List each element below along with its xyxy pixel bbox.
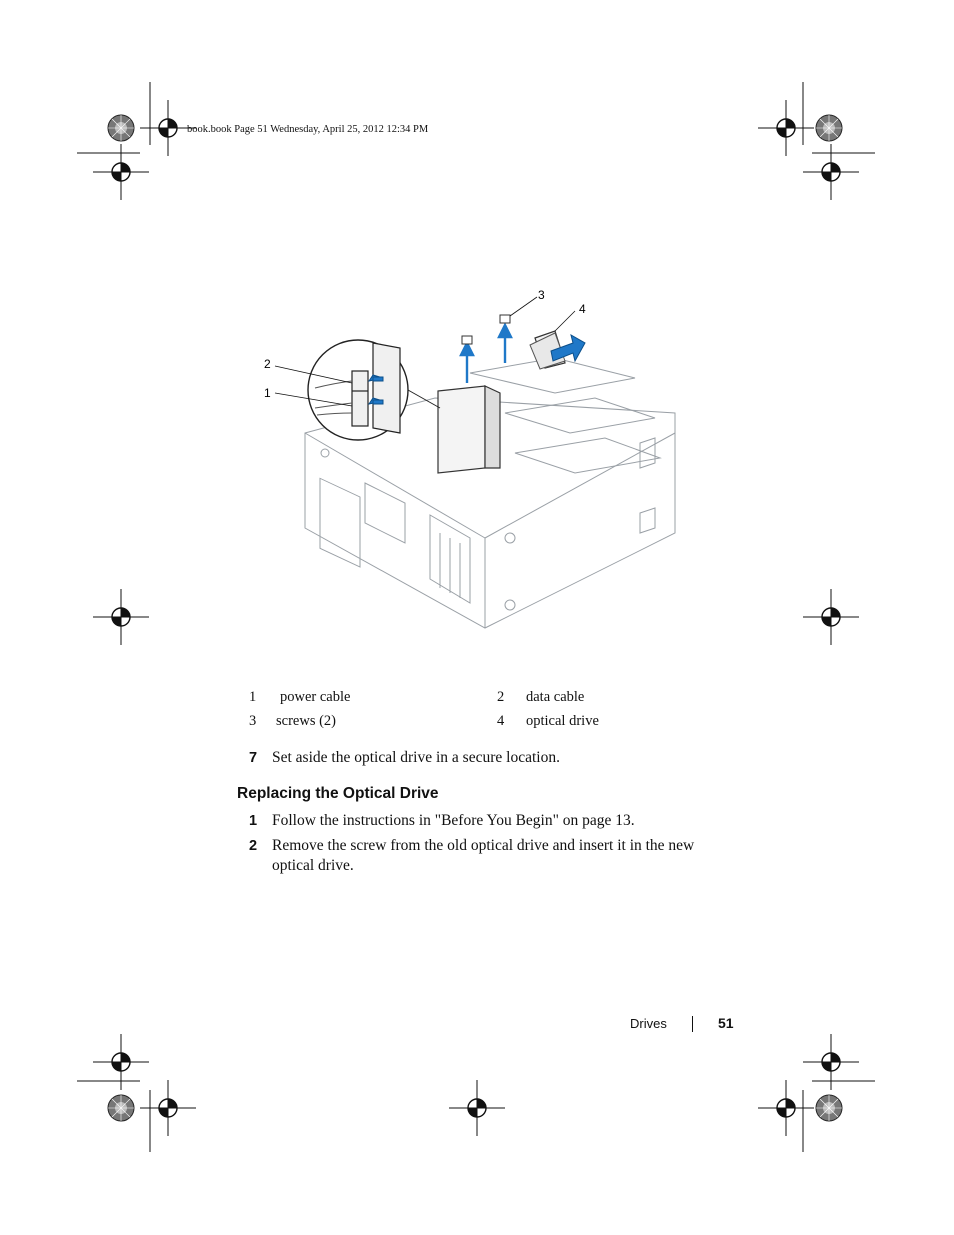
registration-mark-icon — [758, 1080, 814, 1136]
registration-mark-icon — [449, 1080, 505, 1136]
color-target-icon — [816, 115, 842, 141]
legend-number: 3 — [249, 713, 257, 729]
legend-number: 1 — [249, 689, 257, 705]
legend-label: optical drive — [526, 713, 599, 729]
registration-mark-icon — [140, 1080, 196, 1136]
callout-3: 3 — [538, 288, 545, 302]
file-info-slug: book.book Page 51 Wednesday, April 25, 2012 12:34 PM — [187, 124, 429, 135]
step-text: Remove the screw from the old optical drive and insert it in the new optical drive. — [272, 837, 695, 874]
step-text: Set aside the optical drive in a secure location. — [272, 749, 560, 766]
legend-label: screws (2) — [276, 713, 336, 729]
optical-drive-illustration — [255, 283, 685, 643]
registration-mark-icon — [93, 589, 149, 645]
registration-mark-icon — [758, 100, 814, 156]
footer-section-name: Drives — [630, 1016, 667, 1031]
section-heading: Replacing the Optical Drive — [237, 785, 439, 802]
legend-label: data cable — [526, 689, 585, 705]
legend-number: 4 — [497, 713, 505, 729]
chassis-drawing — [255, 283, 685, 643]
color-target-icon — [108, 115, 134, 141]
registration-mark-icon — [803, 589, 859, 645]
color-target-icon — [816, 1095, 842, 1121]
color-target-icon — [108, 1095, 134, 1121]
page-number: 51 — [718, 1015, 734, 1031]
registration-mark-icon — [93, 144, 149, 200]
registration-mark-icon — [93, 1034, 149, 1090]
legend-number: 2 — [497, 689, 505, 705]
footer-separator — [692, 1016, 693, 1032]
step-number: 7 — [249, 750, 258, 766]
step-number: 1 — [249, 813, 258, 829]
step-text: Follow the instructions in "Before You Begin" on page 13. — [272, 812, 635, 829]
legend-label: power cable — [280, 689, 351, 705]
callout-1: 1 — [264, 386, 271, 400]
callout-4: 4 — [579, 302, 586, 316]
callout-2: 2 — [264, 357, 271, 371]
step-number: 2 — [249, 838, 258, 854]
registration-mark-icon — [803, 144, 859, 200]
registration-mark-icon — [803, 1034, 859, 1090]
